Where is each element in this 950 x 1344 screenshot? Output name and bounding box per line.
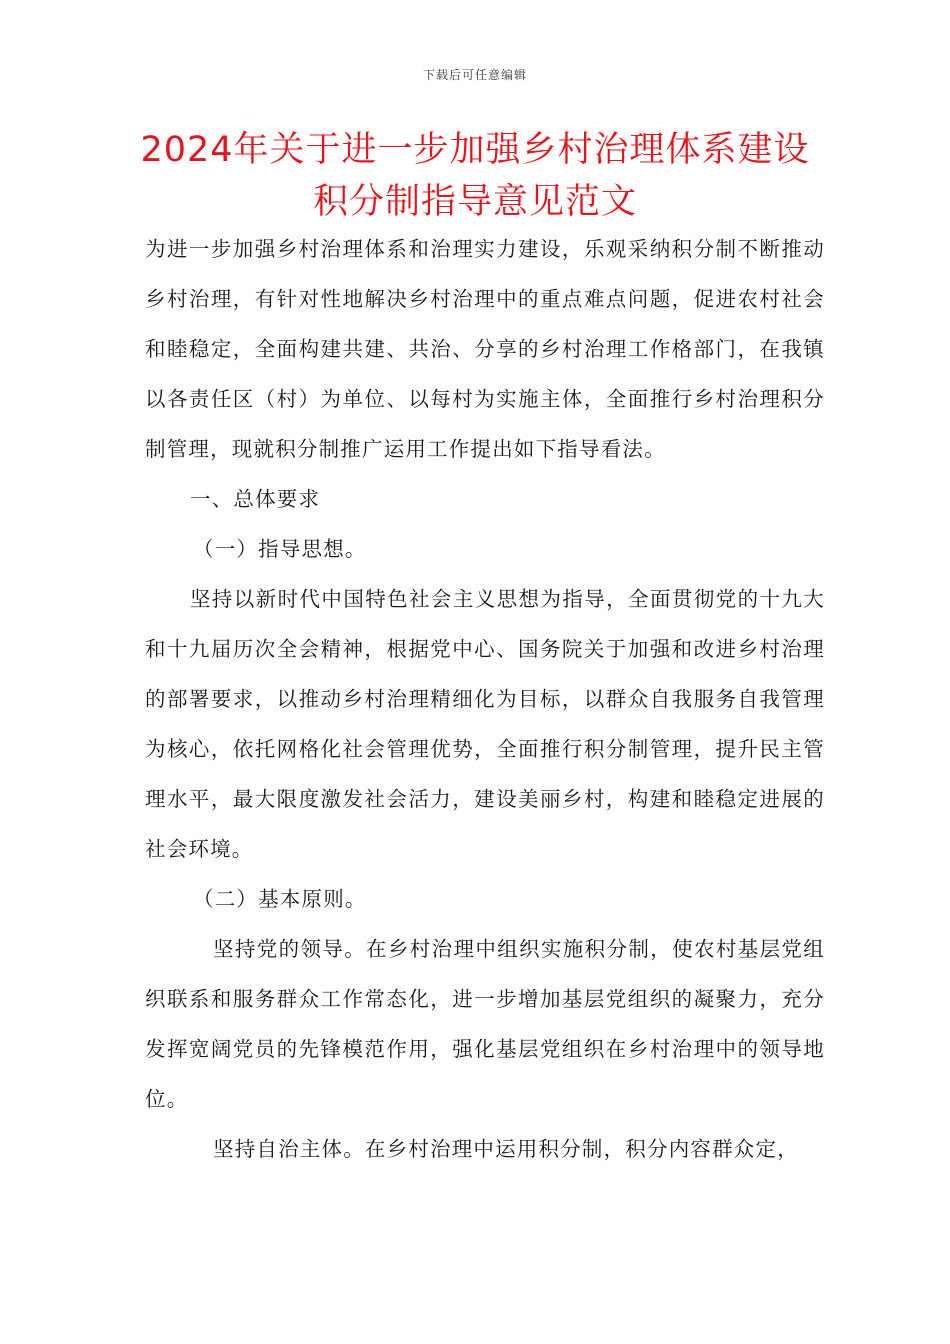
title-line-1: 2024年关于进一步加强乡村治理体系建设 [140,130,810,170]
title-line-2: 积分制指导意见范文 [312,182,637,222]
subsection-heading-basic-principles: （二）基本原则。 [193,887,367,911]
principle-party-leadership-paragraph: 坚持党的领导。在乡村治理中组织实施积分制，使农村基层党组织联系和服务群众工作常态化，进一步增加基层党组织的凝聚力，充分发挥宽阔党员的先锋模范作用，强化基层党组织在乡村治理中的领导地位。 [145,937,825,1111]
document-title [100,124,850,228]
header-note: 下载后可任意编辑 [422,68,527,82]
guiding-thought-paragraph: 坚持以新时代中国特色社会主义思想为指导，全面贯彻党的十九大和十九届历次全会精神，根据党中心、国务院关于加强和改进乡村治理的部署要求，以推动乡村治理精细化为目标，以群众自我服务自我管理为核心，依托网格化社会管理优势，全面推行积分制管理，提升民主管理水平，最大限度激发社会活力，建设美丽乡村，构建和睦稳定进展的社会环境。 [145,587,825,861]
intro-paragraph: 为进一步加强乡村治理体系和治理实力建设，乐观采纳积分制不断推动乡村治理，有针对性地解决乡村治理中的重点难点问题，促进农村社会和睦稳定，全面构建共建、共治、分享的乡村治理工作格部门，在我镇以各责任区（村）为单位、以每村为实施主体，全面推行乡村治理积分制管理，现就积分制推广运用工作提出如下指导看法。 [145,237,825,461]
document-body [145,224,825,1174]
principle-self-governance-paragraph: 坚持自治主体。在乡村治理中运用积分制，积分内容群众定， [213,1137,799,1161]
section-heading-general-requirements: 一、总体要求 [190,487,321,511]
subsection-heading-guiding-thought: （一）指导思想。 [193,537,367,561]
